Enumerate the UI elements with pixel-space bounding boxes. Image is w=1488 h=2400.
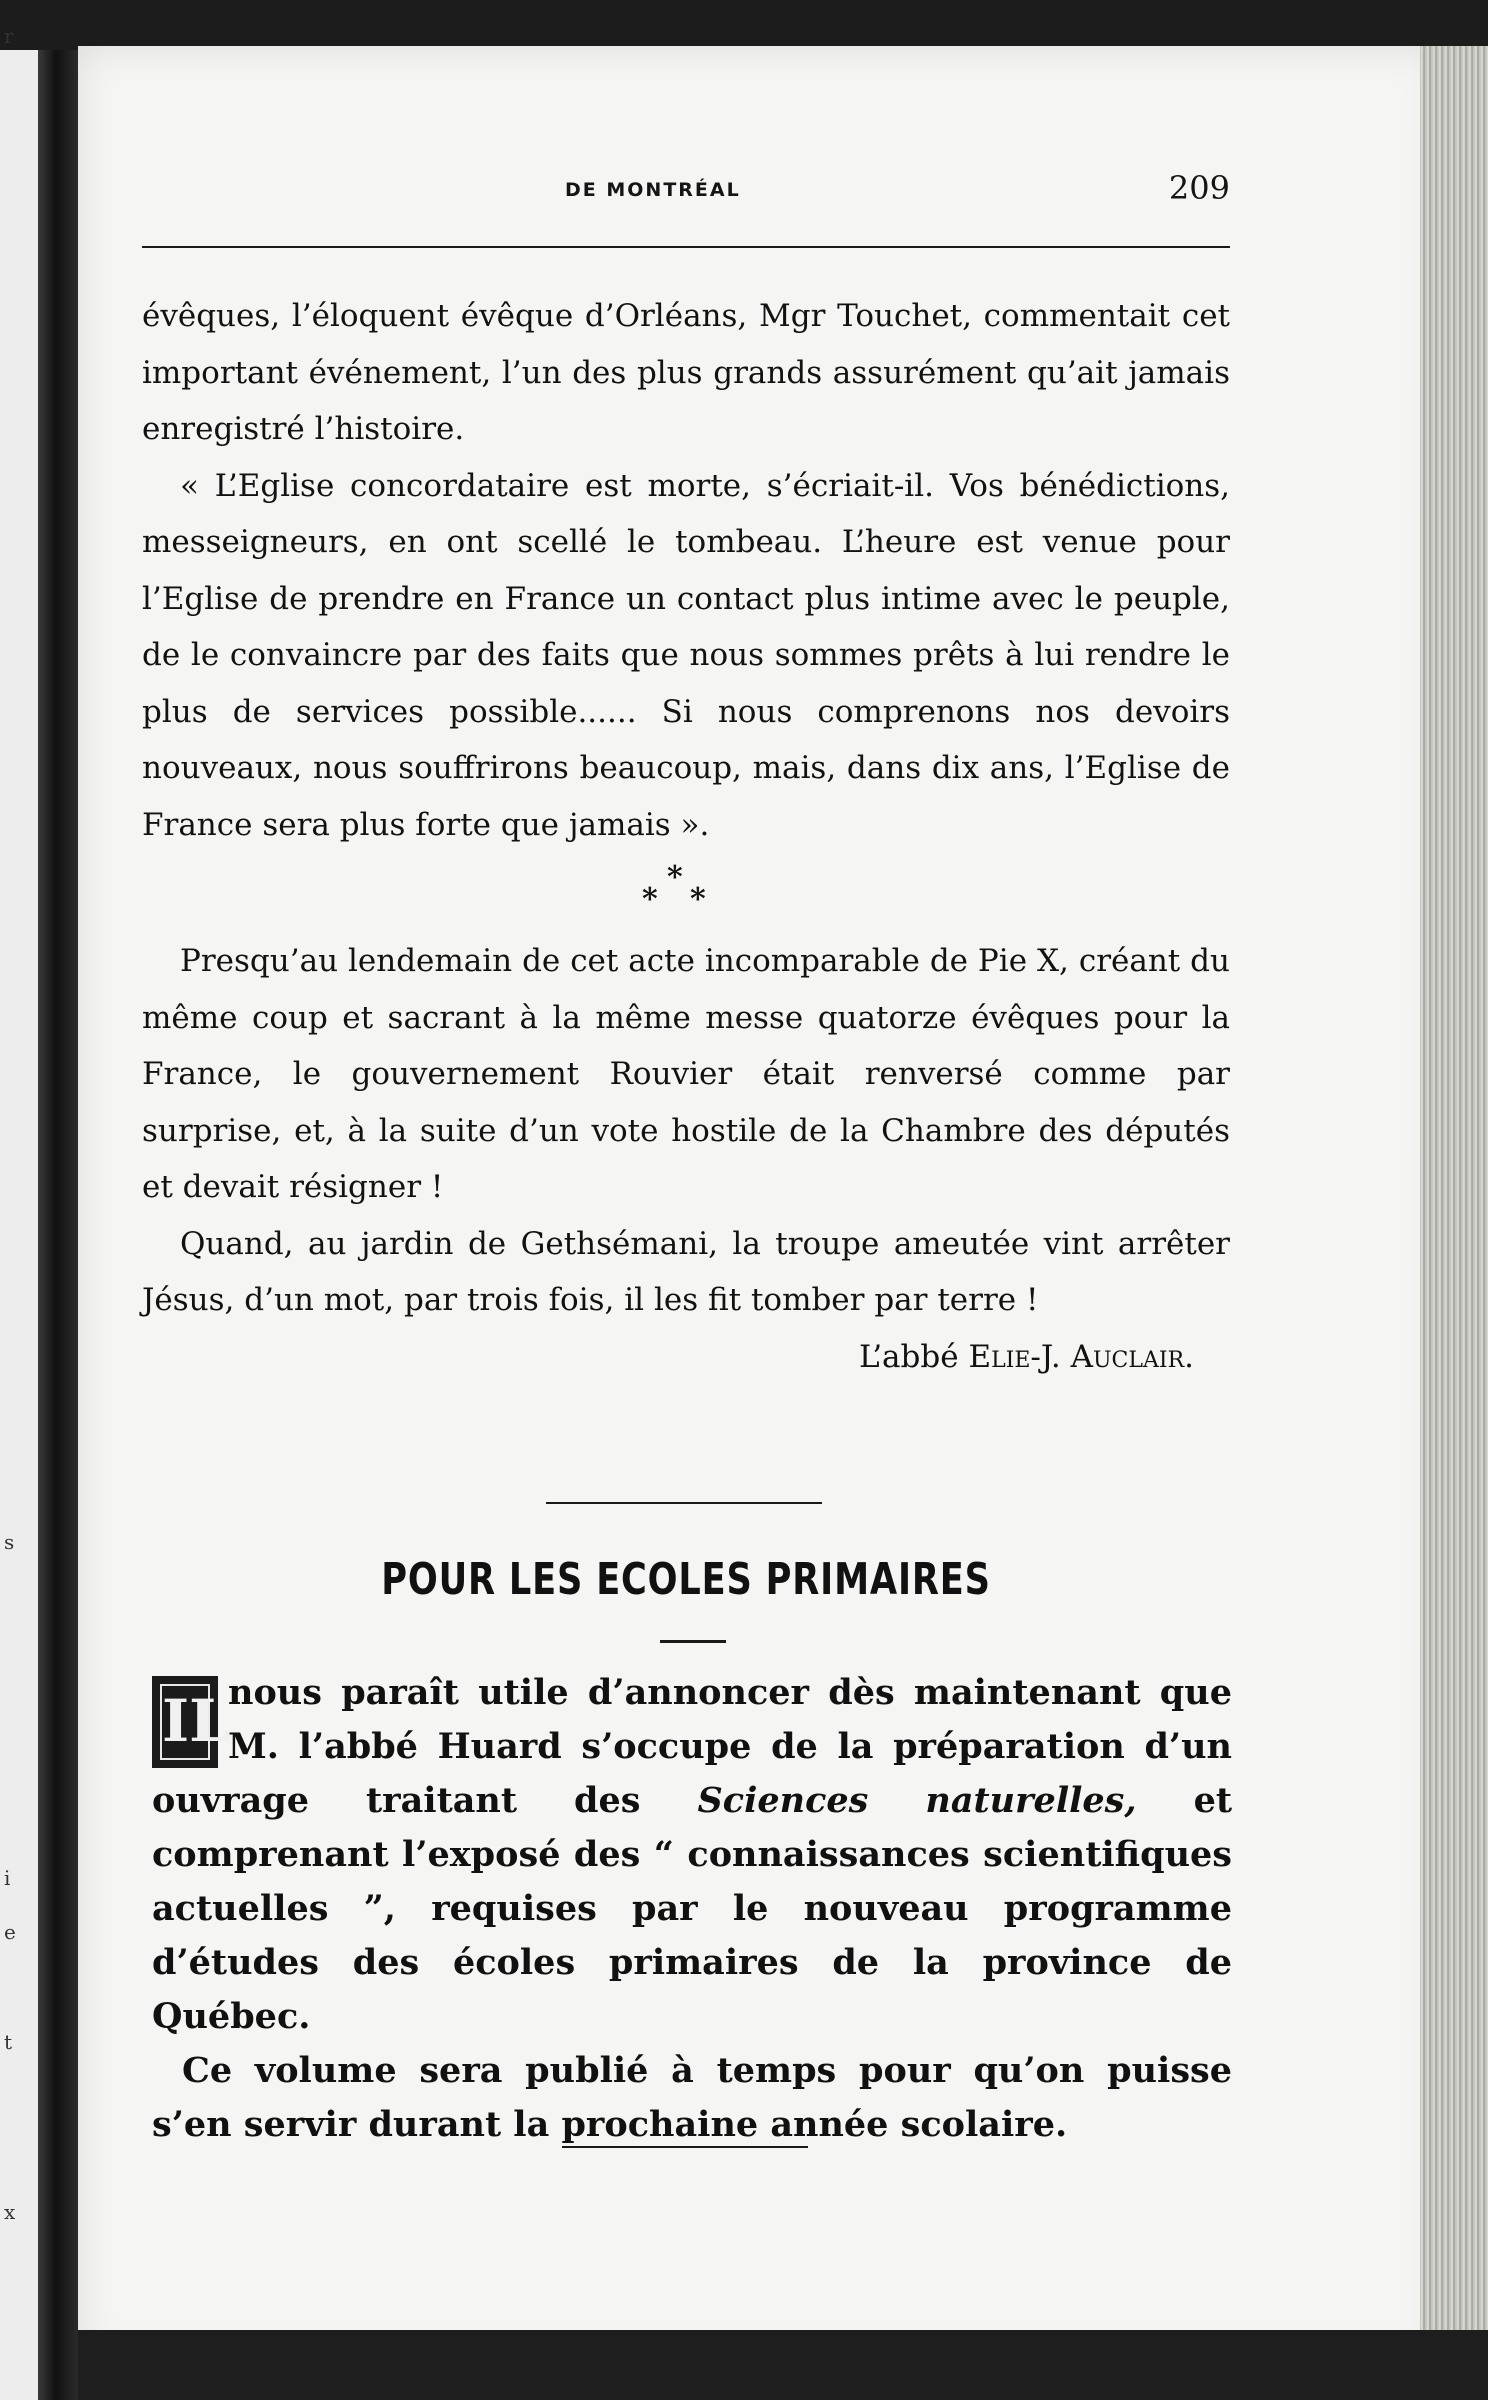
signature-prefix: L’abbé [859,1338,969,1375]
previous-page-fragments [2,24,36,2400]
paragraph [152,1666,1232,2044]
fragment: s [4,1530,15,1554]
book-gutter [38,50,78,2400]
section-divider [546,1502,822,1504]
end-rule [562,2146,808,2148]
fragment: t [4,2030,13,2054]
asterism-star: * [642,882,658,917]
signature [142,1329,1230,1386]
running-head-title: DE MONTRÉAL [565,179,741,201]
paragraph: Quand, au jardin de Gethsémani, la troupe ameutée vint arrêter Jésus, d’un mot, par trois fois, il les fit tomber par terre ! [142,1225,1230,1318]
fragment: x [4,2200,16,2224]
paragraph: évêques, l’éloquent évêque d’Orléans, Mgr Touchet, commentait cet important événement, l’un des plus grands assurément qu’ait jamais enregistré l’histoire. [142,298,1230,447]
paragraph: « L’Eglise concordataire est morte, s’écriait-il. Vos bénédictions, messeigneurs, en ont scellé le tombeau. L’heure est venue pour l’Eglise de prendre en France un contact plus intime avec le peuple, de le convaincre par des faits que nous sommes prêts à lui rendre le plus de services possible...... Si nous comprenons nos devoirs nouveaux, nous souffrirons beaucoup, mais, dans dix ans, l’Eglise de France sera plus forte que jamais ». [142,467,1230,843]
asterism [142,853,1230,933]
page-number: 209 [1168,169,1230,207]
section-title: POUR LES ECOLES PRIMAIRES [381,1554,991,1605]
section-body [152,1666,1232,2152]
title-underline [660,1640,726,1643]
asterism-star: * [667,860,683,895]
first-line: nous paraît utile d’annoncer dès maintenant que [228,1672,1232,1713]
paragraph: Ce volume sera publié à temps pour qu’on puisse s’en servir durant la prochaine année scolaire. [152,2050,1232,2145]
header-rule [142,246,1230,248]
scan-bottom-border [78,2330,1488,2400]
fragment: r [4,24,14,48]
paragraph: Presqu’au lendemain de cet acte incomparable de Pie X, créant du même coup et sacrant à la même messe quatorze évêques pour la France, le gouvernement Rouvier était renversé comme par surprise, et, à la suite d’un vote hostile de la Chambre des députés et devait résigner ! [142,943,1230,1205]
dropcap-letter: IL [160,1684,210,1760]
running-head [110,169,1230,215]
previous-page-edge [0,24,38,2400]
fragment: e [4,1920,16,1944]
paragraph-text: et comprenant l’exposé des “ connaissances scientifiques actuelles ”, requises par le nouveau programme d’études des écoles primaires de la province de Québec. [152,1780,1233,2037]
fragment: i [4,1866,11,1890]
signature-name: Elie-J. Auclair. [968,1338,1194,1375]
asterism-star: * [690,882,706,917]
paragraph-text: M. l’abbé Huard s’occupe de la préparation d’un ouvrage traitant des [152,1726,1232,1821]
article-body [142,288,1230,1385]
page-block-edge [1420,46,1488,2400]
italic-term: Sciences naturelles, [697,1780,1137,1821]
dropcap-box [152,1676,230,1768]
scan-top-border [0,0,1488,50]
